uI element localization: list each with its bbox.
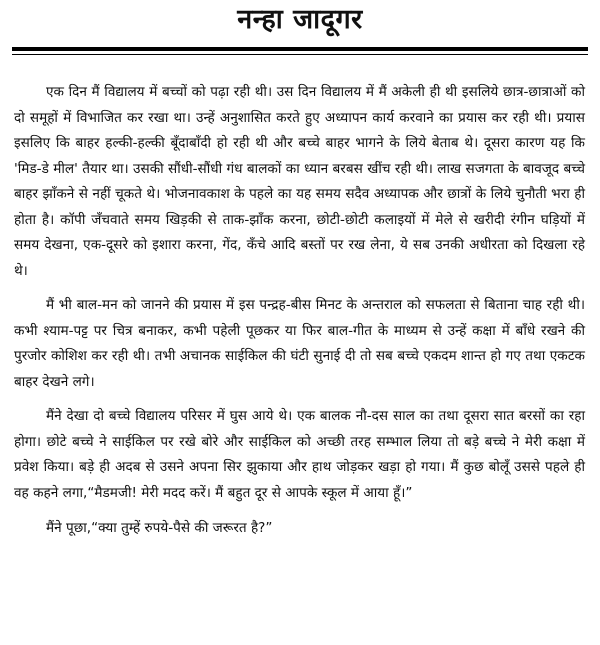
- page-title: नन्हा जादूगर: [237, 4, 363, 35]
- paragraph-1: एक दिन मैं विद्यालय में बच्चों को पढ़ा रही थी। उस दिन विद्यालय में मैं अकेली ही थी इसलिये छात्र-छात्राओं को दो समूहों में विभाजित कर रखा था। उन्हें अनुशासित करते हुए अध्यापन कार्य करवाने का प्रयास कर रही थी। प्रयास इसलिए कि बाहर हल्की-हल्की बूँदाबाँदी हो रही थी और बच्चे बाहर भागने के लिये बेताब थे। दूसरा कारण यह कि 'मिड-डे मील' तैयार था। उसकी सौंधी-सौंधी गंध बालकों का ध्यान बरबस खींच रही थी। लाख सजगता के बावजूद बच्चे बाहर झाँकने से नहीं चूकते थे। भोजनावकाश के पहले का यह समय सदैव अध्यापक और छात्रों के लिये चुनौती भरा ही होता है। कॉपी जँचवाते समय खिड़की से ताक-झाँक करना, छोटी-छोटी कलाइयों में मेले से खरीदी रंगीन घड़ियों में समय देखना, एक-दूसरे को इशारा करना, गेंद, कँचे आदि बस्तों पर रख लेना, ये सब उनकी अधीरता को दिखला रहे थे।: [14, 84, 585, 279]
- paragraph-4: मैंने पूछा,“क्या तुम्हें रुपये-पैसे की जरूरत है?”: [46, 520, 273, 536]
- paragraph-2: मैं भी बाल-मन को जानने की प्रयास में इस पन्द्रह-बीस मिनट के अन्तराल को सफलता से बिताना चाह रही थी। कभी श्याम-पट्ट पर चित्र बनाकर, कभी पहेली पूछकर या फिर बाल-गीत के माध्यम से उन्हें कक्षा में बाँधे रखने की पुरजोर कोशिश कर रही थी। तभी अचानक साईकिल की घंटी सुनाई दी तो सब बच्चे एकदम शान्त हो गए तथा एकटक बाहर देखने लगे।: [14, 297, 585, 390]
- paragraph-3: मैंने देखा दो बच्चे विद्यालय परिसर में घुस आये थे। एक बालक नौ-दस साल का तथा दूसरा सात बरसों का रहा होगा। छोटे बच्चे ने साईकिल पर रखे बोरे और साईकिल को अच्छी तरह सम्भाल लिया तो बड़े बच्चे ने मेरी कक्षा में प्रवेश किया। बड़े ही अदब से उसने अपना सिर झुकाया और हाथ जोड़कर खड़ा हो गया। मैं कुछ बोलूँ उससे पहले ही वह कहने लगा,“मैडमजी! मेरी मदद करें। मैं बहुत दूर से आपके स्कूल में आया हूँ।”: [14, 408, 585, 501]
- article-body: [14, 80, 585, 546]
- title-underline-thick: [12, 47, 588, 51]
- title-underline-thin: [12, 54, 588, 55]
